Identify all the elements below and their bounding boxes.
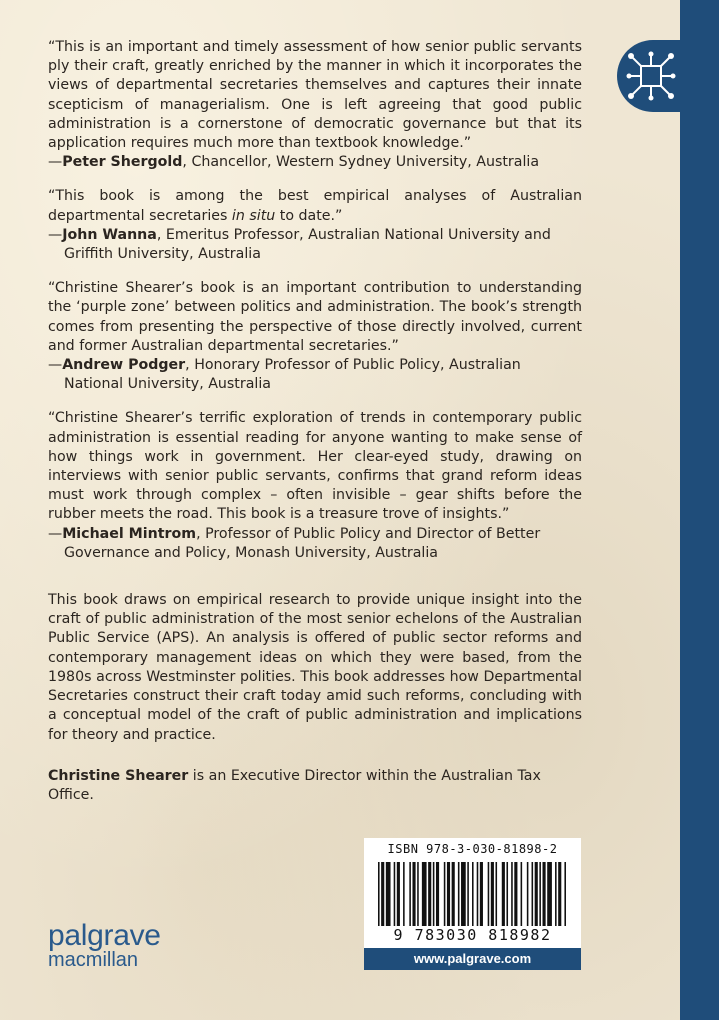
barcode-bar xyxy=(461,862,466,926)
barcode-bar xyxy=(502,862,505,926)
barcode-bar xyxy=(412,862,415,926)
isbn-label: ISBN 978-3-030-81898-2 xyxy=(387,842,558,856)
barcode-bar xyxy=(555,862,557,926)
barcode-bar xyxy=(417,862,419,926)
attribution-dash: — xyxy=(48,357,63,374)
barcode-bar xyxy=(543,862,546,926)
attribution-dash: — xyxy=(48,525,63,542)
barcode-bar xyxy=(436,862,439,926)
barcode-bar xyxy=(535,862,538,926)
barcode-bar xyxy=(532,862,534,926)
publisher-logo-tab xyxy=(617,40,719,112)
barcode-bar xyxy=(514,862,517,926)
barcode-bar xyxy=(422,862,427,926)
quote-text-italic: in situ xyxy=(231,207,276,224)
endorsement-quote xyxy=(48,279,582,394)
endorsement-quote xyxy=(48,187,582,264)
endorser-name: Peter Shergold xyxy=(62,154,183,171)
palgrave-network-logo-icon xyxy=(622,47,680,105)
back-cover-text xyxy=(48,38,582,805)
barcode-bar xyxy=(480,862,483,926)
endorser-affiliation: , Professor of Public Policy and Director of Better Governance and Policy, Monash University, Australia xyxy=(64,525,541,561)
endorsement-quote xyxy=(48,38,582,172)
endorser-name: Michael Mintrom xyxy=(62,525,197,542)
barcode-bar xyxy=(397,862,400,926)
book-description: This book draws on empirical research to provide unique insight into the craft of public administration of the most senior echelons of the Australian Public Service (APS). An analysis is offered of public sector reforms and contemporary management ideas on which they were based, from the 1980s across Westminster polities. This book addresses how Departmental Secretaries construct their craft today amid such reforms, concluding with a conceptual model of the craft of public administration and implications for theory and practice. xyxy=(48,592,582,743)
author-name: Christine Shearer xyxy=(48,767,189,784)
barcode-bar xyxy=(488,862,490,926)
quote-attribution xyxy=(48,226,582,264)
barcode-bar xyxy=(511,862,513,926)
attribution-dash: — xyxy=(48,154,63,171)
barcode-bar xyxy=(394,862,396,926)
barcode-bar xyxy=(521,862,523,926)
endorser-affiliation: , Emeritus Professor, Australian National University and Griffith University, Australia xyxy=(64,226,551,263)
publisher-name-line2: macmillan xyxy=(48,949,139,971)
barcode-bar xyxy=(447,862,450,926)
quote-text-part: “This book is among the best empirical analyses of Australian departmental secretaries xyxy=(48,188,582,224)
barcode-bar xyxy=(444,862,446,926)
barcode-bar xyxy=(564,862,566,926)
barcode-bar xyxy=(547,862,552,926)
endorser-affiliation: , Honorary Professor of Public Policy, Australian National University, Australia xyxy=(64,357,521,393)
barcode-bar xyxy=(467,862,469,926)
barcode-bar xyxy=(477,862,479,926)
quote-text: “Christine Shearer’s book is an important contribution to understanding the ‘purple zone’ between politics and administration. The book’s strength comes from presenting the perspective of those directly involved, current and former Australian departmental secretaries.” xyxy=(48,280,582,354)
quote-attribution xyxy=(48,356,582,394)
barcode-bar xyxy=(409,862,411,926)
barcode-bar xyxy=(403,862,405,926)
endorsement-quote xyxy=(48,409,582,563)
barcode-bar xyxy=(491,862,494,926)
author-bio-text: is an Executive Director within the Australian Tax Office. xyxy=(48,767,541,803)
endorser-affiliation: , Chancellor, Western Sydney University, Australia xyxy=(182,154,540,171)
barcode-bar xyxy=(378,862,380,926)
cover-edge-band xyxy=(680,0,719,1020)
barcode-bar xyxy=(433,862,435,926)
barcode-bar xyxy=(506,862,508,926)
barcode-bar xyxy=(527,862,529,926)
quote-text: “This is an important and timely assessment of how senior public servants ply their craft, greatly enriched by the manner in which it incorporates the views of departmental secretaries themselves and captures their innate scepticism of managerialism. One is left agreeing that good public administration is a cornerstone of democratic governance but that its application requires much more than textbook knowledge.” xyxy=(48,39,582,152)
barcode-bar xyxy=(472,862,474,926)
quote-text: “Christine Shearer’s terrific exploration of trends in contemporary public administration is essential reading for anyone wanting to make sense of how things work in government. Her clear-eyed study, drawing on interviews with senior public servants, confirms that grand reform ideas must work through complex – often invisible – gear shifts before the rubber meets the road. This book is a treasure trove of insights.” xyxy=(48,410,582,523)
barcode-bars xyxy=(378,862,566,926)
quote-attribution xyxy=(48,525,582,563)
barcode-bar xyxy=(458,862,460,926)
isbn-barcode xyxy=(364,838,581,948)
attribution-dash: — xyxy=(48,226,63,243)
quote-text xyxy=(48,187,582,225)
barcode-bar xyxy=(558,862,561,926)
publisher-wordmark xyxy=(48,919,161,971)
quote-attribution xyxy=(48,153,582,172)
barcode-bar xyxy=(452,862,455,926)
endorser-name: Andrew Podger xyxy=(62,357,186,374)
barcode-bar xyxy=(496,862,498,926)
barcode-bar xyxy=(386,862,391,926)
barcode-bar xyxy=(381,862,384,926)
endorser-name: John Wanna xyxy=(62,226,157,243)
barcode-bar xyxy=(539,862,541,926)
barcode-bar xyxy=(428,862,431,926)
author-bio xyxy=(48,767,582,805)
barcode-digits: 9 783030 818982 xyxy=(393,926,552,944)
publisher-website[interactable]: www.palgrave.com xyxy=(364,948,581,970)
publisher-name-line1: palgrave xyxy=(48,919,161,952)
quote-text-part: to date.” xyxy=(275,207,343,224)
